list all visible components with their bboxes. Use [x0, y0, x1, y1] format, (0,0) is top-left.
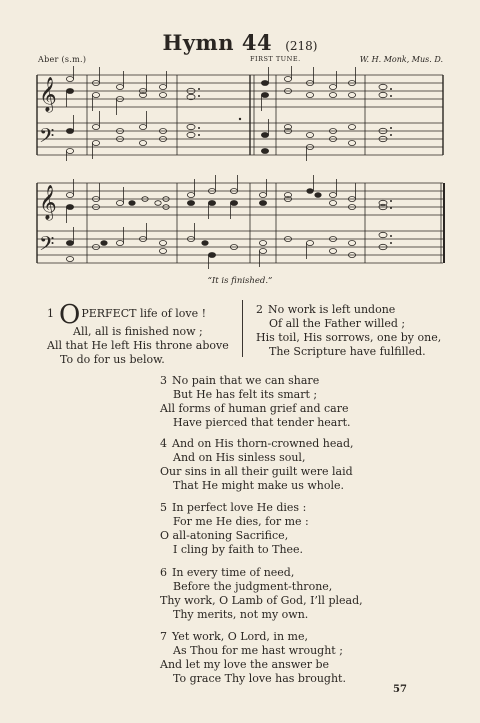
music-score-system-2: [0, 174, 480, 269]
verse-line: 5 In perfect love He dies :: [160, 501, 307, 514]
svg-text:𝄞: 𝄞: [39, 77, 57, 112]
verse-5: [160, 501, 309, 557]
verse-line: Of all the Father willed ;: [269, 317, 406, 330]
hymn-title: Hymn 44: [162, 30, 273, 55]
verse-line: 7 Yet work, O Lord, in me,: [160, 630, 308, 643]
hymn-number: (218): [285, 39, 318, 53]
verse-line: Our sins in all their guilt were laid: [160, 465, 353, 478]
verse-line: Before the judgment-throne,: [173, 580, 333, 593]
verse-2: [256, 303, 441, 359]
verse-number: 4: [160, 437, 167, 450]
page-number: 57: [393, 684, 407, 695]
verse-line-text: PERFECT life of love !: [81, 307, 207, 320]
hymn-caption: “It is finished.”: [207, 276, 273, 286]
verse-line: That He might make us whole.: [173, 479, 345, 492]
composer: W. H. Monk, Mus. D.: [359, 55, 443, 64]
verse-line: All, all is finished now ;: [73, 325, 203, 338]
verse-line: And on His sinless soul,: [173, 451, 306, 464]
tune-label: FIRST TUNE.: [250, 55, 301, 63]
verse-number: 3: [160, 374, 167, 387]
verse-line: 4 And on His thorn-crowned head,: [160, 437, 354, 450]
verse-line: 6 In every time of need,: [160, 566, 295, 579]
column-divider: [242, 300, 243, 357]
verse-line: His toil, His sorrows, one by one,: [256, 331, 442, 344]
verse-7: [160, 630, 346, 686]
verse-line: I cling by faith to Thee.: [173, 543, 304, 556]
verse-number: 6: [160, 566, 167, 579]
verse-number: 7: [160, 630, 167, 643]
verse-line: All forms of human grief and care: [160, 402, 349, 415]
verse-line: Have pierced that tender heart.: [173, 416, 351, 429]
verse-line: All that He left His throne above: [47, 339, 229, 352]
svg-text:𝄢: 𝄢: [39, 124, 55, 152]
verse-line: As Thou for me hast wrought ;: [173, 644, 343, 657]
verse-line: Thy merits, not my own.: [173, 608, 309, 621]
verse-1: [47, 300, 229, 367]
verse-line: 3 No pain that we can share: [160, 374, 320, 387]
tune-name: Aber (s.m.): [38, 55, 87, 64]
verse-line: And let my love the answer be: [160, 658, 330, 671]
hymn-heading: [0, 30, 480, 55]
verse-line: Thy work, O Lamb of God, I’ll plead,: [160, 594, 363, 607]
verse-4: [160, 437, 354, 493]
drop-cap: O: [59, 300, 81, 330]
verse-6: [160, 566, 363, 622]
verse-number: 5: [160, 501, 167, 514]
svg-text:𝄞: 𝄞: [39, 185, 57, 220]
svg-text:𝄢: 𝄢: [39, 232, 55, 260]
verse-line: For me He dies, for me :: [173, 515, 309, 528]
music-score-system-1: [0, 66, 480, 161]
verse-number: 1: [47, 307, 54, 320]
verse-line: To grace Thy love has brought.: [173, 672, 346, 685]
verse-line: O all-atoning Sacrifice,: [160, 529, 289, 542]
verse-line: 2 No work is left undone: [256, 303, 396, 316]
verse-line: But He has felt its smart ;: [173, 388, 318, 401]
verse-3: [160, 374, 351, 430]
verse-line: [47, 300, 229, 330]
verse-line: To do for us below.: [60, 353, 165, 366]
verse-number: 2: [256, 303, 263, 316]
verse-line: The Scripture have fulfilled.: [269, 345, 426, 358]
